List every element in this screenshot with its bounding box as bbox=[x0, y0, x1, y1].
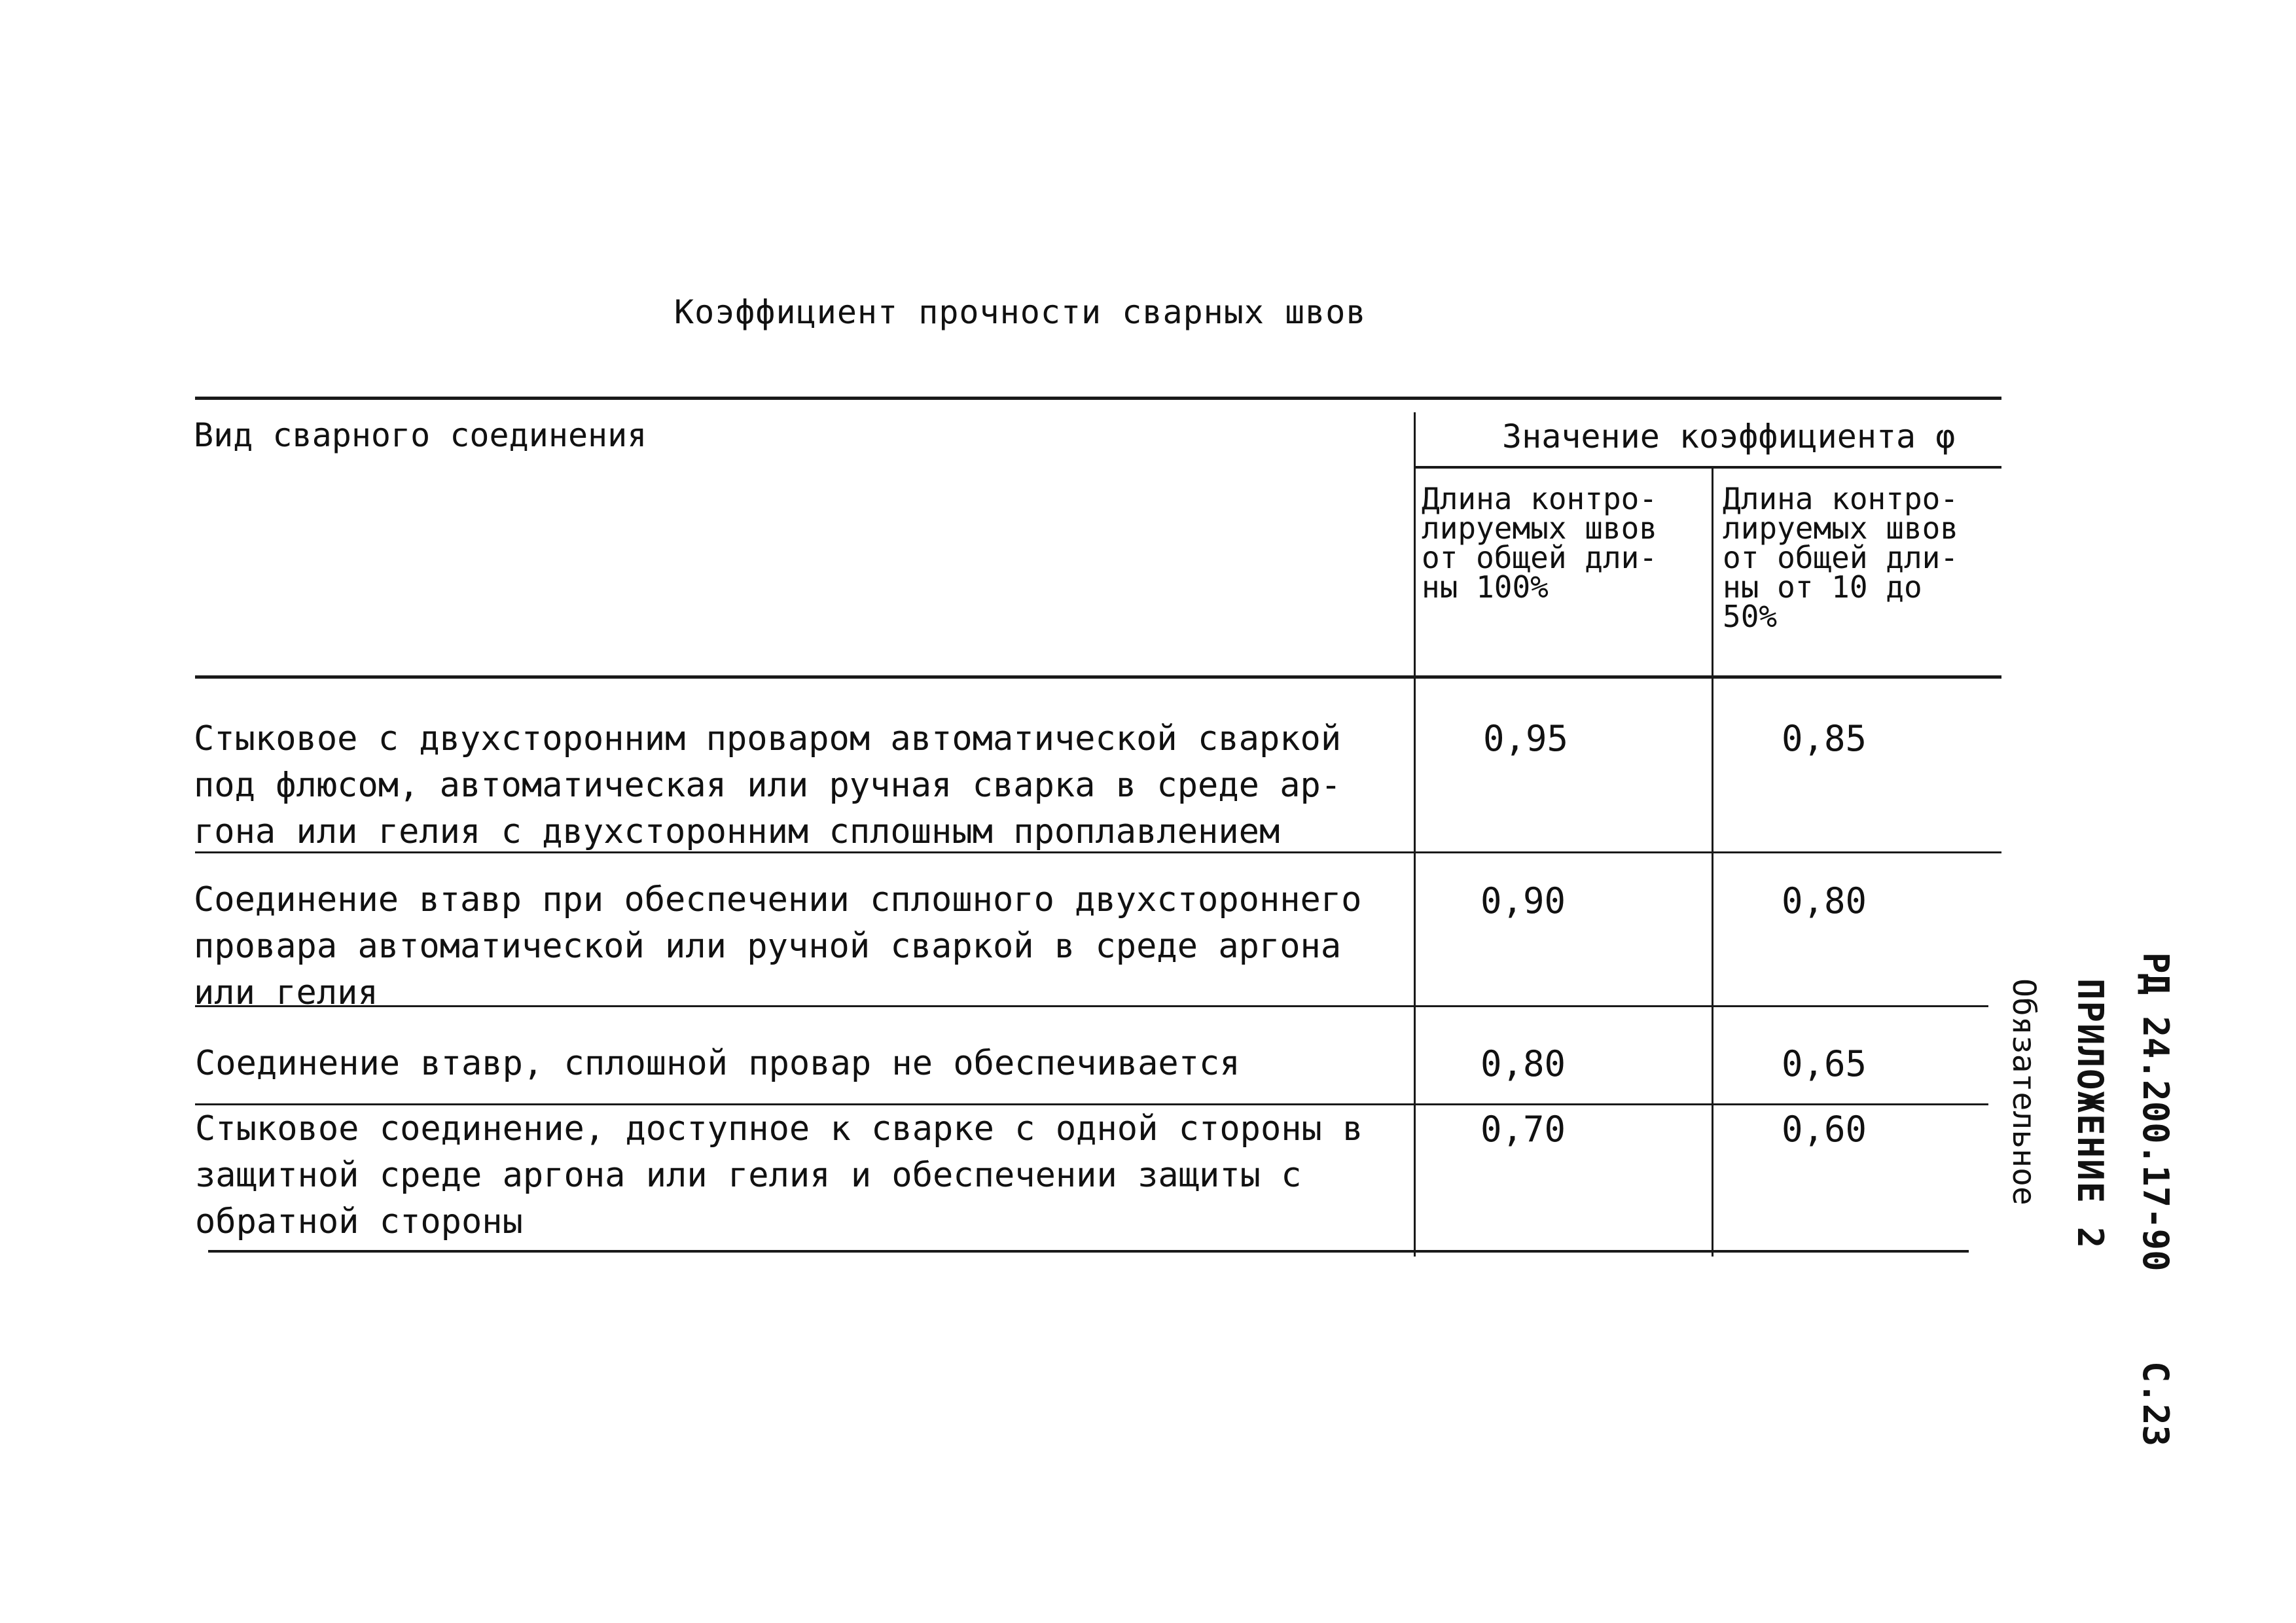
column-divider-1 bbox=[1414, 412, 1416, 1257]
column-header-coefficient: Значение коэффициента φ bbox=[1502, 418, 1956, 455]
row-1-label: Стыковое с двухсторонним проваром автоматической сваркой под флюсом, автоматическая или ручная сварка в среде ар- гона или гелия с двухсторонним сплошным проплавлением bbox=[194, 719, 1342, 851]
column-header-joint-type: Вид сварного соединения bbox=[194, 416, 647, 454]
table-bottom-rule bbox=[208, 1250, 1969, 1253]
row-divider-3 bbox=[195, 1103, 1988, 1105]
row-2-value-partial: 0,80 bbox=[1782, 880, 1867, 921]
table-top-rule bbox=[195, 397, 2001, 400]
page-number: С.23 bbox=[2135, 1361, 2176, 1447]
row-4-value-partial: 0,60 bbox=[1782, 1109, 1867, 1150]
row-4-value-full: 0,70 bbox=[1480, 1109, 1566, 1150]
subheader-full-length: Длина контро- лируемых швов от общей дли- ны 100% bbox=[1422, 481, 1658, 605]
table-title: Коэффициент прочности сварных швов bbox=[674, 293, 1367, 331]
row-4-label: Стыковое соединение, доступное к сварке с одной стороны в защитной среде аргона или гелия и обеспечении защиты с обратной стороны bbox=[195, 1109, 1363, 1241]
row-1-value-full: 0,95 bbox=[1483, 718, 1569, 759]
appendix-label: ПРИЛОЖЕНИЕ 2 bbox=[2070, 978, 2111, 1250]
row-3-value-partial: 0,65 bbox=[1782, 1043, 1867, 1084]
document-number: РД 24.200.17-90 bbox=[2135, 952, 2176, 1272]
row-3-label: Соединение втавр, сплошной провар не обеспечивается bbox=[195, 1044, 1240, 1083]
subheader-partial-length: Длина контро- лируемых швов от общей дли- ны от 10 до 50% bbox=[1723, 481, 1959, 634]
row-2-label: Соединение втавр при обеспечении сплошного двухстороннего провара автоматической или ручной сваркой в среде аргона или гелия bbox=[194, 880, 1362, 1012]
column-divider-2 bbox=[1712, 467, 1713, 1257]
appendix-status: Обязательное bbox=[2005, 978, 2042, 1205]
row-2-value-full: 0,90 bbox=[1480, 880, 1566, 921]
header-bottom-rule bbox=[195, 675, 2001, 679]
row-3-value-full: 0,80 bbox=[1480, 1043, 1566, 1084]
row-1-value-partial: 0,85 bbox=[1782, 718, 1867, 759]
group-header-rule bbox=[1415, 466, 2001, 469]
